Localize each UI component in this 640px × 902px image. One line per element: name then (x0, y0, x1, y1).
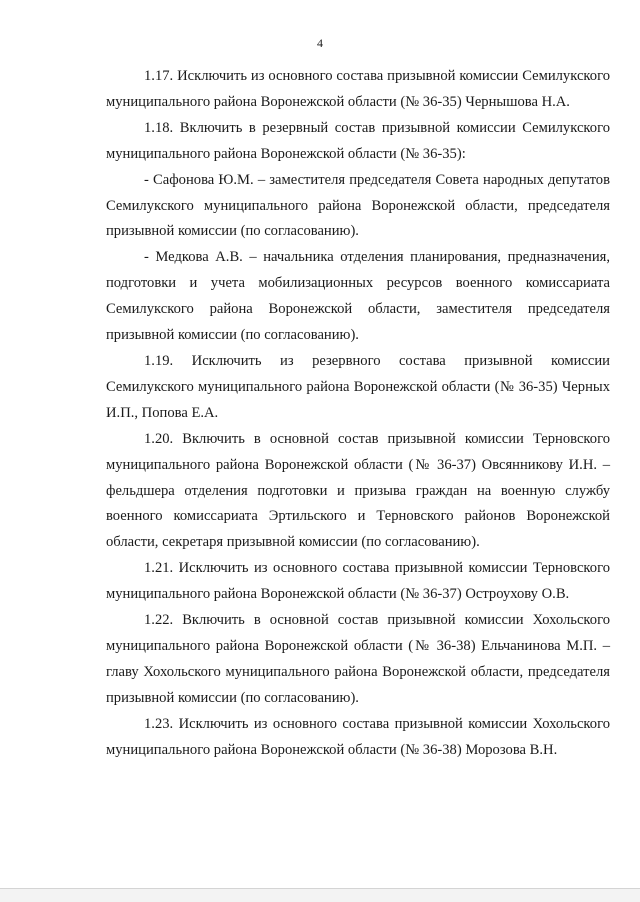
document-body (106, 64, 610, 763)
paragraph-1-17: 1.17. Исключить из основного состава призывной комиссии Семилукского муниципального района Воронежской области (№ 36-35) Чернышова Н.А. (106, 68, 610, 110)
paragraph-1-20: 1.20. Включить в основной состав призывной комиссии Терновского муниципального района Воронежской области (№ 36-37) Овсянникову И.Н. – фельдшера отделения подготовки и призыва граждан на военную службу военного комиссариата Эртильского и Терновского районов Воронежской области, секретаря призывной комиссии (по согласованию). (106, 430, 610, 551)
paragraph-1-21: 1.21. Исключить из основного состава призывной комиссии Терновского муниципального района Воронежской области (№ 36-37) Остроухову О.В. (106, 560, 610, 603)
paragraph-1-18: 1.18. Включить в резервный состав призывной комиссии Семилукского муниципального района Воронежской области (№ 36-35): (106, 119, 610, 162)
page-number: 4 (317, 36, 323, 50)
paragraph-1-19: 1.19. Исключить из резервного состава призывной комиссии Семилукского муниципального района Воронежской области (№ 36-35) Черных И.П., Попова Е.А. (106, 352, 610, 421)
paragraph-medkov: - Медкова А.В. – начальника отделения планирования, предназначения, подготовки и учета мобилизационных ресурсов военного комиссариата Семилукского района Воронежской области, заместителя председателя призывной комиссии (по согласованию). (106, 249, 610, 344)
paragraph-1-23: 1.23. Исключить из основного состава призывной комиссии Хохольского муниципального района Воронежской области (№ 36-38) Морозова В.Н. (106, 715, 610, 758)
page-bottom-shade (0, 889, 640, 902)
paragraph-safonov: - Сафонова Ю.М. – заместителя председателя Совета народных депутатов Семилукского муниципального района Воронежской области, председателя призывной комиссии (по согласованию). (106, 171, 610, 240)
paragraph-1-22: 1.22. Включить в основной состав призывной комиссии Хохольского муниципального района Воронежской области (№ 36-38) Ельчанинова М.П. – главу Хохольского муниципального района Воронежской области, председателя призывной комиссии (по согласованию). (106, 612, 610, 706)
